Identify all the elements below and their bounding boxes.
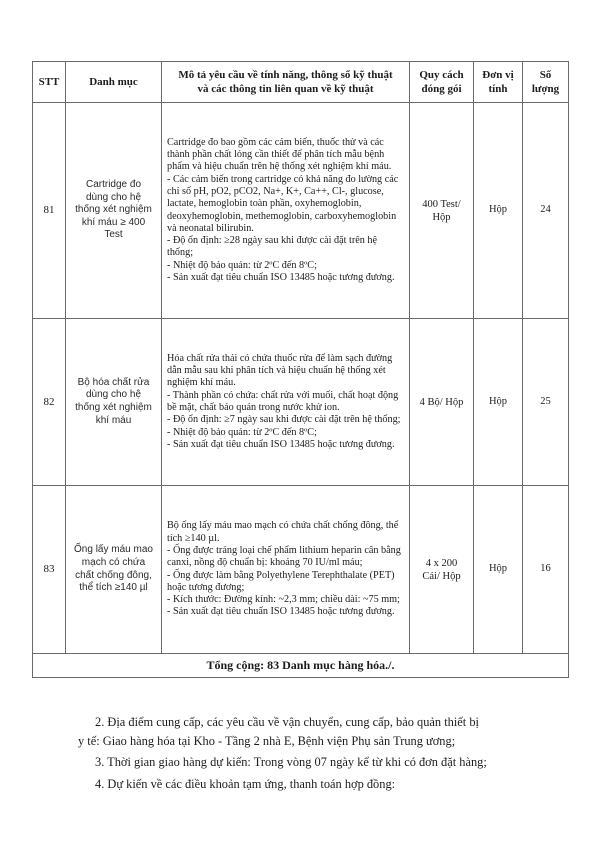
table-row bbox=[33, 486, 569, 654]
table-row bbox=[33, 103, 569, 319]
description-line: - Ống được tráng loại chế phẩm lithium heparin cân bằng canxi, nồng độ chuẩn bị: khoảng 70 IU/ml máu; bbox=[167, 544, 401, 569]
total-summary: Tổng cộng: 83 Danh mục hàng hóa./. bbox=[33, 654, 569, 678]
header-stt: STT bbox=[33, 62, 66, 103]
row-description bbox=[162, 319, 410, 486]
description-line: Hóa chất rửa thải có chứa thuốc rửa để làm sạch đường dẫn mẫu sau khi phân tích và hiệu chuẩn hệ thống xét nghiệm khí máu. bbox=[167, 352, 393, 389]
row-quantity: 25 bbox=[523, 319, 569, 486]
row-stt: 81 bbox=[33, 103, 66, 319]
row-item-name: Cartridge đo dùng cho hệ thống xét nghiệm khí máu ≥ 400 Test bbox=[66, 103, 162, 319]
row-stt: 82 bbox=[33, 319, 66, 486]
header-category: Danh mục bbox=[66, 62, 162, 103]
description-line: Cartridge đo bao gồm các cảm biến, thuốc thử và các thành phần chất lỏng cần thiết để phân tích mẫu bệnh phẩm và hiệu chuẩn trên hệ thống xét nghiệm khí máu. bbox=[167, 136, 392, 173]
row-quantity: 16 bbox=[523, 486, 569, 654]
header-row bbox=[33, 62, 569, 103]
paragraph-4: 4. Dự kiến về các điều khoản tạm ứng, thanh toán hợp đồng: bbox=[95, 777, 396, 791]
row-stt: 83 bbox=[33, 486, 66, 654]
header-packing: Quy cách đóng gói bbox=[410, 62, 474, 103]
description-line: - Độ ổn định: ≥7 ngày sau khi được cài đặt trên hệ thống; bbox=[167, 414, 401, 426]
specification-table bbox=[32, 61, 569, 678]
description-line: - Nhiệt độ bảo quản: từ 2ºC đến 8ºC; bbox=[167, 426, 317, 438]
paragraph-2-line-2: y tế: Giao hàng hóa tại Kho - Tầng 2 nhà E, Bệnh viện Phụ sản Trung ương; bbox=[78, 734, 456, 748]
total-row bbox=[33, 654, 569, 678]
description-line: - Sản xuất đạt tiêu chuẩn ISO 13485 hoặc tương đương. bbox=[167, 438, 395, 450]
row-packing: 4 Bộ/ Hộp bbox=[410, 319, 474, 486]
description-line: - Sản xuất đạt tiêu chuẩn ISO 13485 hoặc tương đương. bbox=[167, 271, 395, 283]
description-line: - Nhiệt độ bảo quản: từ 2ºC đến 8ºC; bbox=[167, 259, 317, 271]
row-description bbox=[162, 103, 410, 319]
row-unit: Hộp bbox=[474, 103, 523, 319]
row-packing: 400 Test/ Hộp bbox=[410, 103, 474, 319]
row-item-name: Ống lấy máu mao mạch có chứa chất chống đông, thể tích ≥140 µl bbox=[66, 486, 162, 654]
row-description bbox=[162, 486, 410, 654]
description-line: - Độ ổn định: ≥28 ngày sau khi được cài đặt trên hệ thống; bbox=[167, 235, 378, 259]
table-row bbox=[33, 319, 569, 486]
paragraph-2-line-1: 2. Địa điểm cung cấp, các yêu cầu về vận chuyển, cung cấp, bảo quản thiết bị bbox=[95, 715, 479, 729]
description-line: - Thành phần có chứa: chất rửa với muối, chất hoạt động bề mặt, chất bảo quản trong nước khử ion. bbox=[167, 389, 399, 413]
description-line: Bộ ống lấy máu mao mạch có chứa chất chống đông, thể tích ≥140 µl. bbox=[167, 520, 399, 544]
row-unit: Hộp bbox=[474, 319, 523, 486]
row-unit: Hộp bbox=[474, 486, 523, 654]
paragraph-3: 3. Thời gian giao hàng dự kiến: Trong vòng 07 ngày kể từ khi có đơn đặt hàng; bbox=[95, 755, 487, 769]
description-line: - Ống được làm bằng Polyethylene Terephthalate (PET) hoặc tương đương; bbox=[167, 569, 395, 593]
header-quantity: Số lượng bbox=[523, 62, 569, 103]
header-unit: Đơn vị tính bbox=[474, 62, 523, 103]
header-description: Mô tả yêu cầu về tính năng, thông số kỹ thuật và các thông tin liên quan về kỹ thuật bbox=[162, 62, 410, 103]
description-line: - Sản xuất đạt tiêu chuẩn ISO 13485 hoặc tương đương. bbox=[167, 606, 395, 618]
row-quantity: 24 bbox=[523, 103, 569, 319]
description-line: - Kích thước: Đường kính: ~2,3 mm; chiều dài: ~75 mm; bbox=[167, 594, 400, 606]
row-packing: 4 x 200 Cái/ Hộp bbox=[410, 486, 474, 654]
description-line: - Các cảm biến trong cartridge có khả năng đo lường các chỉ số pH, pO2, pCO2, Na+, K+, Ca++, Cl-, glucose, lactate, hemoglobin toàn phần, oxyhemoglobin, deoxyhemoglobin, methemoglobin, carboxyhemoglobin và neonatal bilirubin. bbox=[167, 173, 399, 234]
row-item-name: Bộ hóa chất rửa dùng cho hệ thống xét nghiệm khí máu bbox=[66, 319, 162, 486]
